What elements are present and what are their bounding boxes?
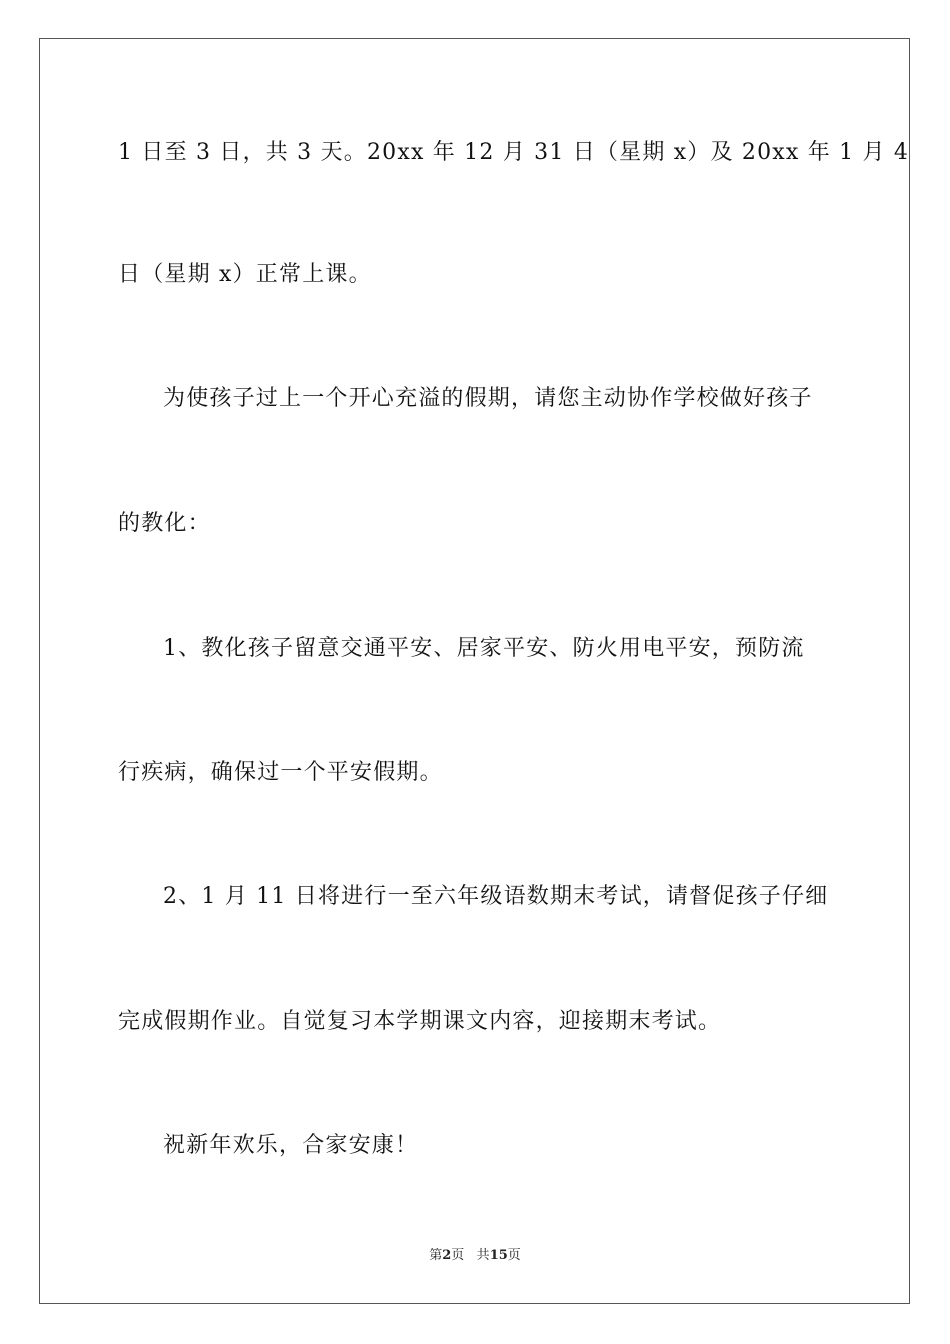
list-item-1-line-2: 行疾病，确保过一个平安假期。 — [118, 760, 443, 785]
total-prefix: 共 — [476, 1248, 490, 1263]
page-footer — [0, 1247, 950, 1265]
page-number: 2 — [442, 1248, 452, 1263]
page-prefix: 第 — [429, 1248, 443, 1263]
closing-greeting: 祝新年欢乐，合家安康！ — [163, 1133, 419, 1158]
page-frame — [39, 38, 910, 1304]
paragraph-line-1: 1 日至 3 日，共 3 天。20xx 年 12 月 31 日（星期 x）及 20xx 年 1 月 4 — [118, 140, 910, 165]
total-pages: 15 — [489, 1248, 508, 1263]
list-item-1-line-1: 1、教化孩子留意交通平安、居家平安、防火用电平安，预防流 — [163, 636, 805, 661]
list-item-2-line-1: 2、1 月 11 日将进行一至六年级语数期末考试，请督促孩子仔细 — [163, 884, 829, 909]
list-item-2-line-2: 完成假期作业。自觉复习本学期课文内容，迎接期末考试。 — [118, 1009, 722, 1034]
paragraph-line-4: 的教化： — [118, 511, 211, 536]
paragraph-line-2: 日（星期 x）正常上课。 — [118, 262, 372, 287]
total-suffix: 页 — [507, 1248, 521, 1263]
paragraph-line-3: 为使孩子过上一个开心充溢的假期，请您主动协作学校做好孩子 — [163, 386, 813, 411]
page-suffix: 页 — [451, 1248, 465, 1263]
